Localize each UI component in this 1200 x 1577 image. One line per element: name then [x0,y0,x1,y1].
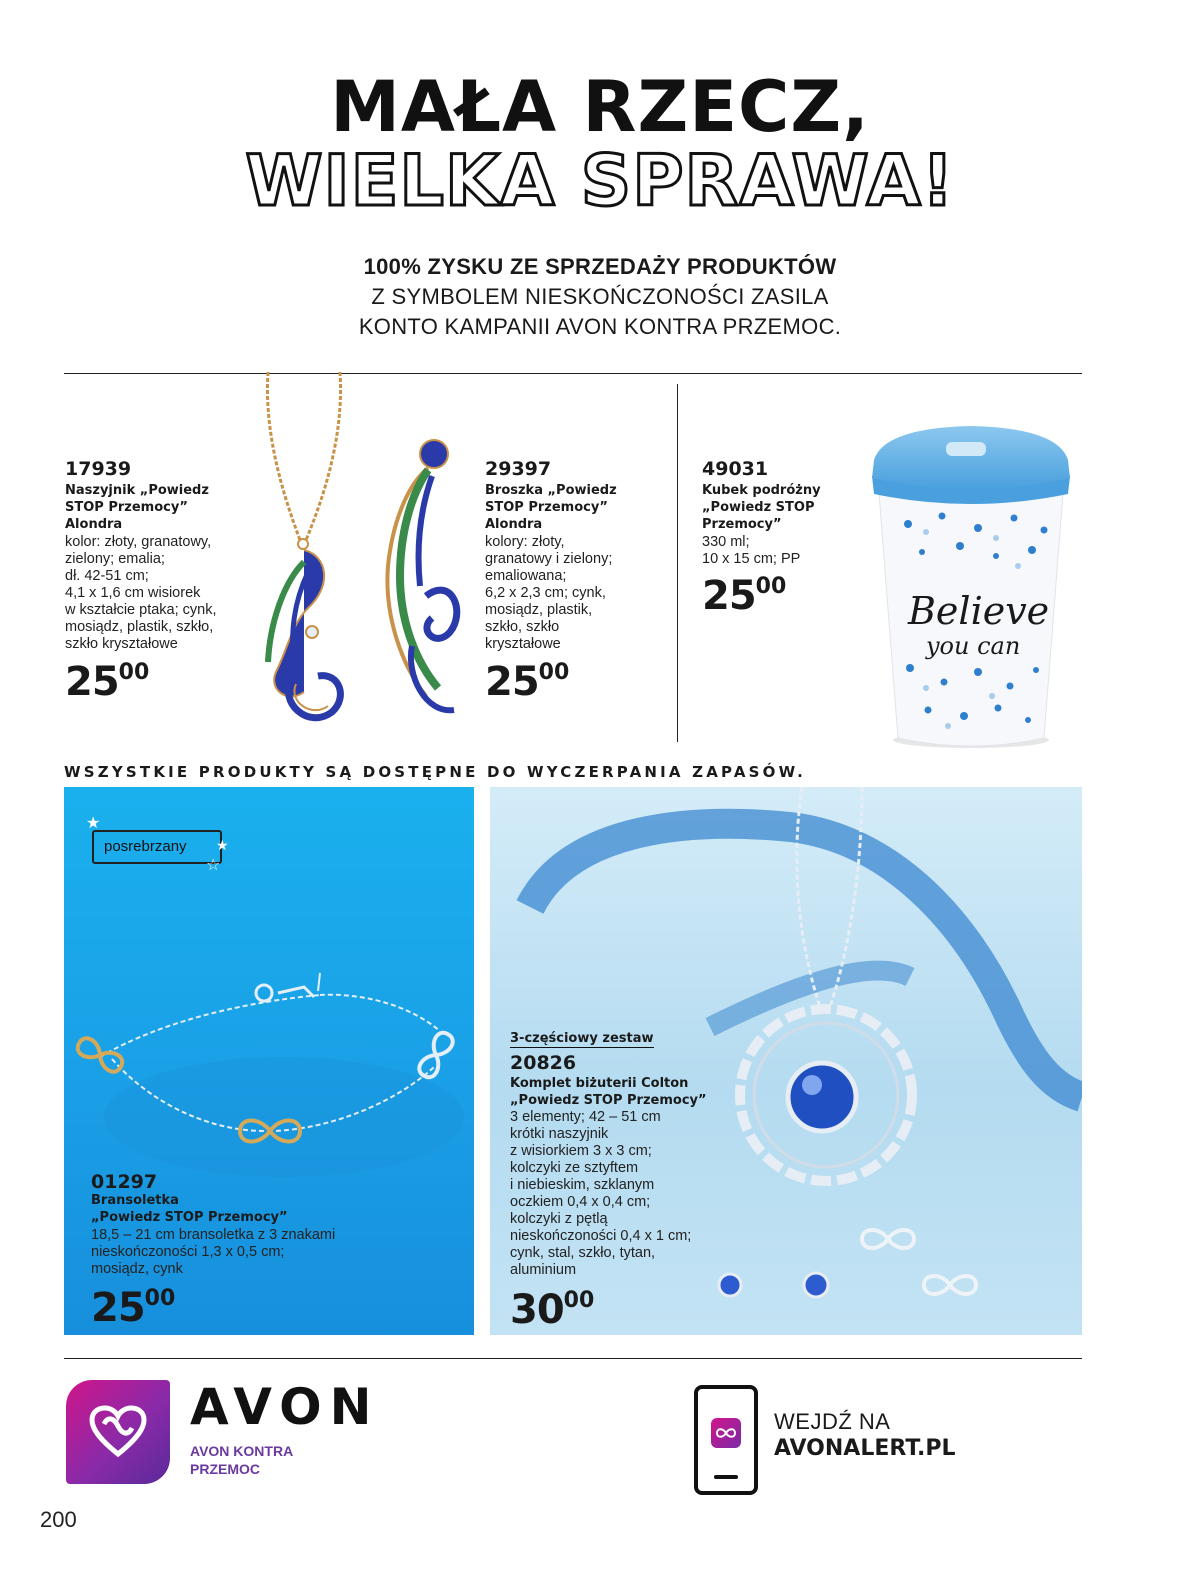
price-main: 25 [91,1285,145,1331]
set-name-line: „Powiedz STOP Przemocy” [510,1093,707,1108]
price-main: 30 [510,1287,564,1333]
bottom-divider [64,1358,1082,1359]
avonalert-link[interactable]: AVONALERT.PL [774,1436,956,1461]
stud-earring-2 [804,1273,828,1297]
star-icon: ★ [86,815,101,832]
price-cents: 00 [118,660,150,685]
brooch-description [485,534,612,653]
mug-description [702,534,800,568]
bracelet-desc-line: mosiądz, cynk [91,1261,183,1277]
necklace-desc-line: dł. 42-51 cm; [65,568,149,584]
star-icon: ☆ [206,857,221,874]
set-desc-line: z wisiorkiem 3 x 3 cm; [510,1143,652,1159]
star-icon: ★ [216,837,229,853]
brooch-desc-line: mosiądz, plastik, [485,602,593,618]
set-desc-line: oczkiem 0,4 x 0,4 cm; [510,1194,651,1210]
set-desc-line: cynk, stal, szkło, tytan, [510,1245,656,1261]
bracelet-desc-line: nieskończoności 1,3 x 0,5 cm; [91,1244,285,1260]
cta-line-1: WEJDŹ NA [774,1409,891,1434]
set-desc-line: kolczyki z pętlą [510,1211,608,1227]
necklace-name [65,482,209,533]
necklace-name-line: Naszyjnik „Powiedz [65,483,209,498]
travel-mug-image [868,420,1074,750]
bracelet-infinity-charm-right [416,1030,456,1081]
bracelet-name-line: Bransoletka [91,1193,179,1208]
silver-plated-badge [92,830,222,864]
price-cents: 00 [144,1286,176,1311]
app-icon [711,1418,741,1448]
avon-kontra-przemoc-logo[interactable] [66,1380,170,1484]
headline-line-2: WIELKA SPRAWA! [245,140,955,222]
smartphone-icon [694,1385,758,1495]
brooch-desc-line: emaliowana; [485,568,567,584]
set-desc-line: aluminium [510,1262,577,1278]
subheadline-bold: 100% ZYSKU ZE SPRZEDAŻY PRODUKTÓW [363,254,837,279]
mug-desc-line: 330 ml; [702,534,750,550]
necklace-desc-line: kolor: złoty, granatowy, [65,534,212,550]
necklace-description [65,534,217,653]
set-desc-line: krótki naszyjnik [510,1126,609,1142]
bracelet-infinity-charm-left [75,1035,126,1075]
mug-print-line-1: Believe [908,589,1050,633]
mug-name-line: Kubek podróżny [702,483,821,498]
set-description [510,1109,691,1279]
mug-name [702,482,821,533]
set-name-line: Komplet biżuterii Colton [510,1076,689,1091]
infinity-earring-1 [862,1230,914,1248]
necklace-name-line: Alondra [65,517,123,532]
set-price [510,1287,595,1333]
heart-logo-icon [88,1404,148,1460]
peacock-necklace-image [248,372,358,732]
price-main: 25 [65,659,119,705]
brooch-desc-line: kryształowe [485,636,561,652]
bracelet-name [91,1192,288,1226]
price-cents: 00 [755,574,787,599]
infinity-earring-2 [924,1276,976,1294]
brooch-desc-line: 6,2 x 2,3 cm; cynk, [485,585,606,601]
necklace-price [65,659,150,705]
necklace-desc-line: mosiądz, plastik, szkło, [65,619,214,635]
badge-label: posrebrzany [104,838,187,855]
page-number: 200 [40,1507,77,1532]
mug-name-line: Przemocy” [702,517,782,532]
price-cents: 00 [538,660,570,685]
brooch-name [485,482,617,533]
campaign-label-line: PRZEMOC [190,1461,260,1477]
necklace-code: 17939 [65,458,132,480]
set-desc-line: 3 elementy; 42 – 51 cm [510,1109,661,1125]
set-desc-line: kolczyki ze sztyftem [510,1160,639,1176]
bracelet-name-line: „Powiedz STOP Przemocy” [91,1210,288,1225]
necklace-desc-line: szkło kryształowe [65,636,178,652]
top-divider [64,373,1082,374]
campaign-label [190,1442,293,1478]
infinity-icon [715,1427,737,1439]
mug-name-line: „Powiedz STOP [702,500,815,515]
peacock-brooch-image [366,426,470,726]
set-name [510,1075,707,1109]
phone-home-bar [714,1475,738,1479]
stud-earring-1 [719,1274,741,1296]
set-code: 20826 [510,1052,577,1074]
set-desc-line: nieskończoności 0,4 x 1 cm; [510,1228,692,1244]
brooch-desc-line: granatowy i zielony; [485,551,613,567]
mug-price [702,573,787,619]
mug-desc-line: 10 x 15 cm; PP [702,551,801,567]
headline-line-1: MAŁA RZECZ, [330,66,870,148]
bracelet-desc-line: 18,5 – 21 cm bransoletka z 3 znakami [91,1227,336,1243]
campaign-label-line: AVON KONTRA [190,1443,294,1459]
brooch-code: 29397 [485,458,552,480]
set-desc-line: i niebieskim, szklanym [510,1177,655,1193]
three-piece-set-tag: 3-częściowy zestaw [510,1031,654,1046]
necklace-name-line: STOP Przemocy” [65,500,188,515]
subheadline-line-3: KONTO KAMPANII AVON KONTRA PRZEMOC. [358,314,842,339]
mug-code: 49031 [702,458,769,480]
bracelet-code: 01297 [91,1171,158,1193]
price-cents: 00 [563,1288,595,1313]
bracelet-description [91,1227,335,1278]
brooch-price [485,659,570,705]
brooch-name-line: Alondra [485,517,543,532]
avon-wordmark: AVON [190,1378,380,1436]
price-main: 25 [485,659,539,705]
subheadline-line-2: Z SYMBOLEM NIESKOŃCZONOŚCI ZASILA [371,284,829,309]
brooch-desc-line: szkło, szkło [485,619,560,635]
price-main: 25 [702,573,756,619]
mug-print-line-2: you can [926,632,1021,660]
vertical-divider [677,384,678,742]
bracelet-price [91,1285,176,1331]
necklace-desc-line: w kształcie ptaka; cynk, [65,602,217,618]
necklace-desc-line: zielony; emalia; [65,551,165,567]
brooch-desc-line: kolory: złoty, [485,534,565,550]
availability-note: WSZYSTKIE PRODUKTY SĄ DOSTĘPNE DO WYCZERPANIA ZAPASÓW. [64,763,807,781]
brooch-name-line: STOP Przemocy” [485,500,608,515]
brooch-name-line: Broszka „Powiedz [485,483,617,498]
necklace-desc-line: 4,1 x 1,6 cm wisiorek [65,585,201,601]
